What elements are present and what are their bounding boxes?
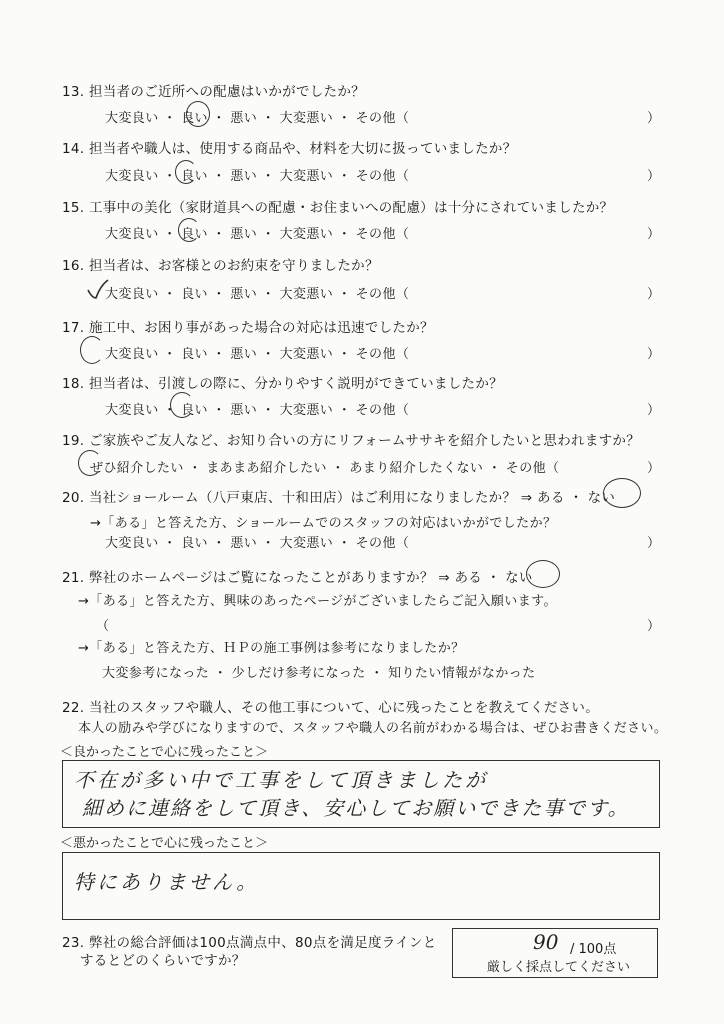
answer-circle-q20 [603,478,641,508]
q21-close-paren: ） [647,619,661,634]
q16-close: ） [647,287,661,302]
q21-open-paren: （ [96,619,110,634]
q20-sub: →「ある」と答えた方、ショールームでのスタッフの対応はいかがでしたか？ [90,516,557,531]
score-suffix: / 100点 [570,942,617,957]
question-21: 21. 弊社のホームページはご覧になったことがありますか？ ⇒ ある ・ ない [62,570,533,586]
q21-sub2: →「ある」と答えた方、ＨＰの施工事例は参考になりましたか？ [78,641,465,656]
question-23-line-2: するとどのくらいですか？ [80,953,246,969]
answer-circle-q17 [80,336,104,364]
q20-close: ） [647,536,661,551]
question-19: 19. ご家族やご友人など、お知り合いの方にリフォームササキを紹介したいと思われますか？ [62,433,641,449]
q17-options: 大変良い ・ 良い ・ 悪い ・ 大変悪い ・ その他（ [105,347,410,362]
q16-options: 大変良い ・ 良い ・ 悪い ・ 大変悪い ・ その他（ [105,287,410,302]
q13-close: ） [647,111,661,126]
question-23-line-1: 23. 弊社の総合評価は100点満点中、80点を満足度ラインと [62,935,437,951]
answer-circle-q21 [526,560,560,588]
q15-options: 大変良い ・ 良い ・ 悪い ・ 大変悪い ・ その他（ [105,227,410,242]
answer-check-q16 [84,276,114,302]
question-16: 16. 担当者は、お客様とのお約束を守りましたか？ [62,258,379,274]
question-20: 20. 当社ショールーム（八戸東店、十和田店）はご利用になりましたか？ ⇒ ある ・ ない [62,490,616,506]
bad-answer: 特にありません。 [74,870,260,894]
q21-sub1: →「ある」と答えた方、興味のあったページがございましたらご記入願います。 [78,594,557,609]
q18-close: ） [647,403,661,418]
q14-close: ） [647,169,661,184]
good-label: ＜良かったことで心に残ったこと＞ [60,745,269,760]
q19-options: ぜひ紹介したい ・ まあまあ紹介したい ・ あまり紹介したくない ・ その他（ [90,461,560,476]
q13-options: 大変良い ・ 良い ・ 悪い ・ 大変悪い ・ その他（ [105,111,410,126]
good-answer-line-1: 不在が多い中で工事をして頂きましたが [74,768,488,792]
q14-options: 大変良い ・ 良い ・ 悪い ・ 大変悪い ・ その他（ [105,169,410,184]
question-15: 15. 工事中の美化（家財道具への配慮・お住まいへの配慮）は十分にされていましたか？ [62,200,614,216]
score-note: 厳しく採点してください [487,960,631,975]
answer-circle-q15 [178,218,200,242]
q20-options: 大変良い ・ 良い ・ 悪い ・ 大変悪い ・ その他（ [105,536,410,551]
answer-circle-q19 [78,450,102,476]
answer-circle-q14 [175,160,197,184]
q21-options: 大変参考になった ・ 少しだけ参考になった ・ 知りたい情報がなかった [102,666,536,681]
score-value: 90 [533,930,559,954]
q17-close: ） [647,347,661,362]
q22-sub: 本人の励みや学びになりますので、スタッフや職人の名前がわかる場合は、ぜひお書きください。 [78,721,668,736]
answer-circle-q18 [170,392,194,418]
answer-circle-q13 [186,101,210,127]
question-13: 13. 担当者のご近所への配慮はいかがでしたか？ [62,84,365,100]
question-14: 14. 担当者や職人は、使用する商品や、材料を大切に扱っていましたか？ [62,141,517,157]
q19-close: ） [647,461,661,476]
question-22: 22. 当社のスタッフや職人、その他工事について、心に残ったことを教えてください。 [62,700,600,716]
good-answer-line-2: 細めに連絡をして頂き、安心してお願いできた事です。 [82,796,630,820]
q18-options: 大変良い ・ 良い ・ 悪い ・ 大変悪い ・ その他（ [105,403,410,418]
bad-label: ＜悪かったことで心に残ったこと＞ [60,836,269,851]
question-17: 17. 施工中、お困り事があった場合の対応は迅速でしたか？ [62,320,434,336]
q15-close: ） [647,227,661,242]
question-18: 18. 担当者は、引渡しの際に、分かりやすく説明ができていましたか？ [62,376,503,392]
